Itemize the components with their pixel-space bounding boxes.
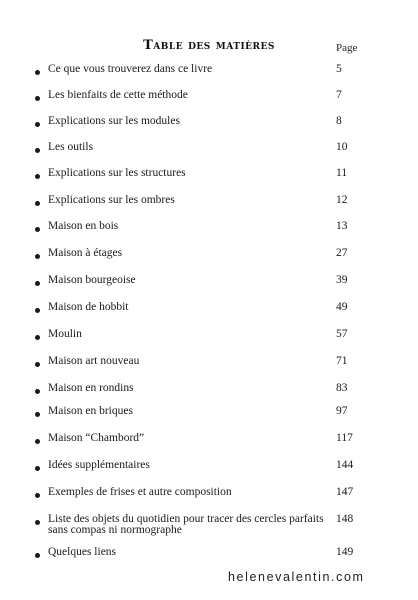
- toc-entry-page: 8: [336, 115, 342, 127]
- bullet-icon: [35, 362, 40, 367]
- toc-entry-page: 10: [336, 141, 348, 153]
- toc-entry-title: Ce que vous trouverez dans ce livre: [48, 63, 213, 75]
- toc-entry-page: 39: [336, 274, 348, 286]
- page-title: Table des matières: [143, 38, 275, 53]
- bullet-icon: [35, 281, 40, 286]
- toc-entry-title: Maison bourgeoise: [48, 274, 136, 286]
- bullet-icon: [35, 174, 40, 179]
- toc-entry-title: Moulin: [48, 328, 82, 340]
- bullet-icon: [35, 96, 40, 101]
- toc-entry-title: Les bienfaits de cette méthode: [48, 89, 188, 101]
- toc-entry-page: 149: [336, 546, 354, 558]
- bullet-icon: [35, 389, 40, 394]
- website-url: helenevalentin.com: [228, 570, 365, 584]
- toc-entry-page: 5: [336, 63, 342, 75]
- bullet-icon: [35, 493, 40, 498]
- toc-entry-title: Exemples de frises et autre composition: [48, 486, 232, 498]
- page-column-header: Page: [336, 42, 358, 54]
- bullet-icon: [35, 412, 40, 417]
- toc-entry-title: Maison à étages: [48, 247, 123, 259]
- toc-entry-page: 27: [336, 247, 348, 259]
- bullet-icon: [35, 466, 40, 471]
- toc-entry-title: Explications sur les structures: [48, 167, 186, 179]
- toc-entry-title: Quelques liens: [48, 546, 117, 558]
- toc-entry-page: 13: [336, 220, 348, 232]
- toc-entry-title: Maison en bois: [48, 220, 119, 232]
- bullet-icon: [35, 122, 40, 127]
- bullet-icon: [35, 227, 40, 232]
- toc-entry-title: Explications sur les ombres: [48, 194, 175, 206]
- bullet-icon: [35, 439, 40, 444]
- toc-entry-page: 148: [336, 513, 354, 525]
- bullet-icon: [35, 553, 40, 558]
- toc-entry-title: Maison en rondins: [48, 382, 134, 394]
- toc-entry-title: Idées supplémentaires: [48, 459, 150, 471]
- toc-entry-title: Maison en briques: [48, 405, 133, 417]
- toc-entry-page: 49: [336, 301, 348, 313]
- toc-entry-title: Maison “Chambord”: [48, 432, 145, 444]
- bullet-icon: [35, 201, 40, 206]
- bullet-icon: [35, 335, 40, 340]
- toc-entry-page: 97: [336, 405, 348, 417]
- toc-entry-page: 83: [336, 382, 348, 394]
- toc-entry-page: 57: [336, 328, 348, 340]
- toc-entry-title: Maison art nouveau: [48, 355, 140, 367]
- bullet-icon: [35, 70, 40, 75]
- toc-entry-title: Maison de hobbit: [48, 301, 129, 313]
- toc-entry-page: 7: [336, 89, 342, 101]
- toc-entry-page: 117: [336, 432, 353, 444]
- toc-entry-title: Les outils: [48, 141, 94, 153]
- bullet-icon: [35, 520, 40, 525]
- toc-entry-page: 147: [336, 486, 354, 498]
- toc-entry-title: Liste des objets du quotidien pour tracer des cercles parfaits sans compas ni normographe: [48, 513, 324, 536]
- toc-entry-page: 71: [336, 355, 348, 367]
- bullet-icon: [35, 148, 40, 153]
- toc-entry-page: 11: [336, 167, 348, 179]
- toc-entry-page: 144: [336, 459, 354, 471]
- bullet-icon: [35, 308, 40, 313]
- toc-entry-page: 12: [336, 194, 348, 206]
- bullet-icon: [35, 254, 40, 259]
- toc-entry-title: Explications sur les modules: [48, 115, 180, 127]
